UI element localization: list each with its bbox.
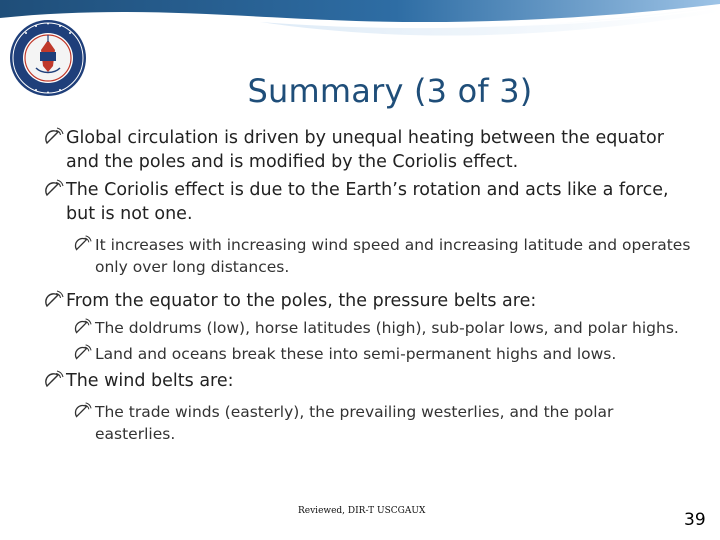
satellite-dish-icon (42, 179, 64, 201)
bullet-text: The trade winds (easterly), the prevailing westerlies, and the polar easterlies. (95, 403, 614, 443)
slide-title: Summary (3 of 3) (247, 72, 533, 110)
footer-text: Reviewed, DIR-T USCGAUX (298, 506, 426, 516)
bullet-item (42, 126, 692, 174)
header-swoosh (0, 0, 720, 60)
satellite-dish-icon (72, 235, 92, 255)
satellite-dish-icon (42, 370, 64, 392)
satellite-dish-icon (42, 127, 64, 149)
bullet-item (42, 369, 692, 393)
page-number: 39 (684, 510, 706, 530)
bullet-text: Global circulation is driven by unequal heating between the equator and the poles and is modified by the Coriolis effect. (66, 128, 664, 172)
bullet-text: The Coriolis effect is due to the Earth’s rotation and acts like a force, but is not one. (66, 180, 669, 224)
bullet-item (42, 178, 692, 226)
bullet-text: Land and oceans break these into semi-permanent highs and lows. (95, 345, 617, 363)
bullet-text: The wind belts are: (66, 371, 234, 391)
sub-bullet-item (42, 317, 692, 339)
sub-bullet-item (42, 234, 692, 278)
bullet-text: It increases with increasing wind speed and increasing latitude and operates only over long distances. (95, 236, 691, 276)
satellite-dish-icon (72, 402, 92, 422)
bullet-text: The doldrums (low), horse latitudes (high), sub-polar lows, and polar highs. (95, 319, 679, 337)
sub-bullet-item (42, 343, 692, 365)
satellite-dish-icon (72, 318, 92, 338)
bullet-list (42, 126, 692, 449)
satellite-dish-icon (72, 344, 92, 364)
bullet-item (42, 289, 692, 313)
satellite-dish-icon (42, 290, 64, 312)
sub-bullet-item (42, 401, 692, 445)
coast-guard-auxiliary-seal (8, 18, 88, 98)
bullet-text: From the equator to the poles, the pressure belts are: (66, 291, 537, 311)
